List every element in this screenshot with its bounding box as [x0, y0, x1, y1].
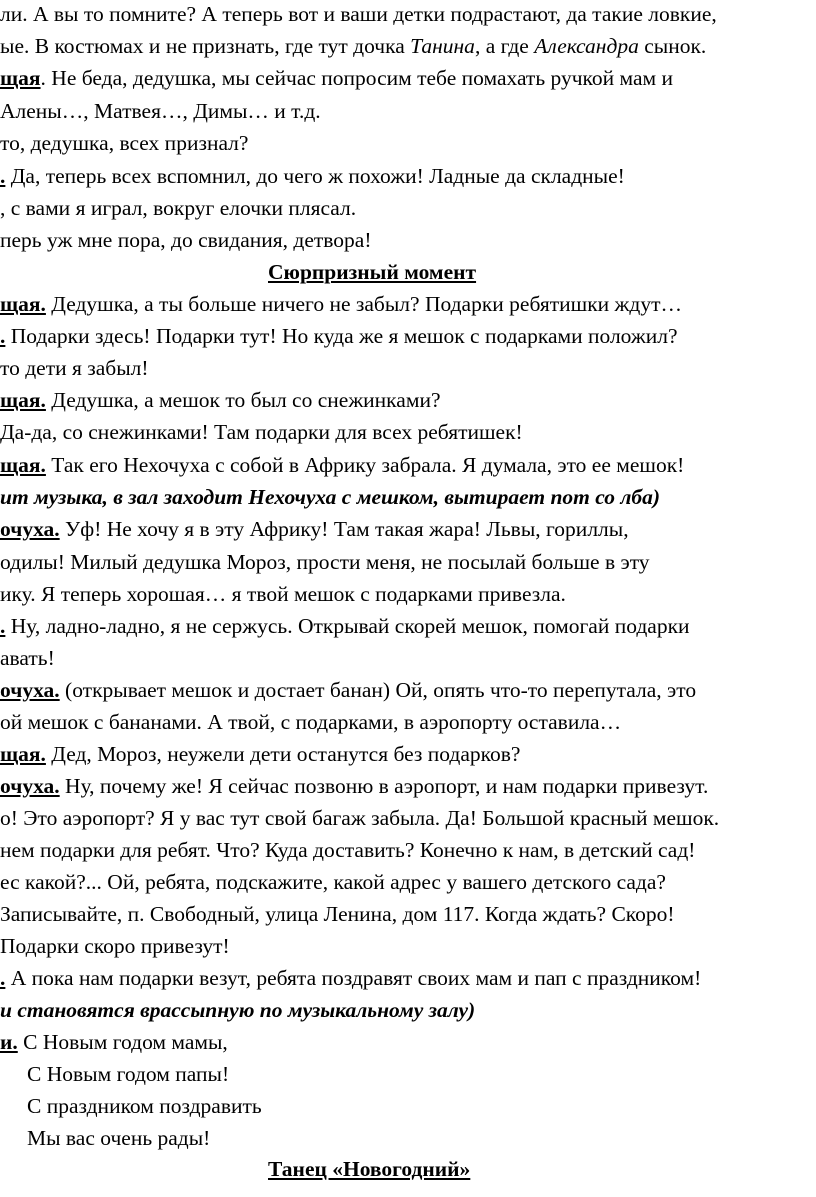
- text-line: [0, 30, 706, 62]
- stage-direction: и становятся врассыпную по музыкальному залу): [0, 998, 476, 1022]
- text-line: [0, 610, 690, 642]
- text-line: [0, 288, 682, 320]
- text-line: [0, 962, 701, 994]
- text-span: Так его Нехочуха с собой в Африку забрала. Я думала, это ее мешок!: [45, 453, 685, 477]
- speaker-label: щая.: [0, 292, 46, 316]
- text-span: ли. А вы то помните? А теперь вот и ваши детки подрастают, да такие ловкие,: [0, 2, 717, 26]
- section-heading: [268, 256, 476, 288]
- text-line: [0, 513, 629, 545]
- text-line: [0, 898, 675, 930]
- text-line: [0, 674, 696, 706]
- text-line: [0, 320, 678, 352]
- text-line: [0, 416, 523, 448]
- text-line: [0, 127, 248, 159]
- speaker-label: щая.: [0, 742, 46, 766]
- text-span: А пока нам подарки везут, ребята поздравят своих мам и пап с праздником!: [5, 966, 702, 990]
- text-span: Записывайте, п. Свободный, улица Ленина, дом 117. Когда ждать? Скоро!: [0, 902, 675, 926]
- text-line: [0, 642, 55, 674]
- speaker-label: .: [0, 164, 6, 188]
- text-line: [0, 0, 717, 30]
- speaker-label: .: [0, 324, 6, 348]
- text-span: Алены…, Матвея…, Димы… и т.д.: [0, 99, 321, 123]
- text-line: [0, 449, 684, 481]
- text-line: [0, 866, 666, 898]
- stage-direction: Танина: [410, 34, 475, 58]
- text-span: Дедушка, а мешок то был со снежинками?: [45, 388, 441, 412]
- text-span: то, дедушка, всех признал?: [0, 131, 249, 155]
- text-span: Подарки скоро привезут!: [0, 934, 230, 958]
- text-span: Подарки здесь! Подарки тут! Но куда же я мешок с подарками положил?: [5, 324, 678, 348]
- text-span: . Не беда, дедушка, мы сейчас попросим тебе помахать ручкой мам и: [40, 66, 674, 90]
- speaker-label: очуха.: [0, 774, 60, 798]
- text-line: [27, 1122, 210, 1154]
- text-span: ику. Я теперь хорошая… я твой мешок с подарками привезла.: [0, 582, 566, 606]
- text-span: Да, теперь всех вспомнил, до чего ж похожи! Ладные да складные!: [5, 164, 625, 188]
- text-span: С Новым годом мамы,: [17, 1030, 228, 1054]
- text-span: Да-да, со снежинками! Там подарки для всех ребятишек!: [0, 420, 523, 444]
- text-span: С Новым годом папы!: [27, 1062, 230, 1086]
- text-span: , а где: [474, 34, 535, 58]
- text-line: [0, 994, 475, 1026]
- section-heading: [268, 1153, 470, 1185]
- speaker-label: очуха.: [0, 517, 60, 541]
- text-span: Мы вас очень рады!: [27, 1126, 211, 1150]
- stage-direction: ит музыка, в зал заходит Нехочуха с мешком, вытирает пот со лба): [0, 485, 661, 509]
- text-span: нем подарки для ребят. Что? Куда доставить? Конечно к нам, в детский сад!: [0, 838, 696, 862]
- text-span: сынок.: [638, 34, 707, 58]
- text-line: [0, 738, 520, 770]
- text-span: о! Это аэропорт? Я у вас тут свой багаж забыла. Да! Большой красный мешок.: [0, 806, 720, 830]
- text-line: [0, 481, 660, 513]
- text-span: Ну, ладно-ладно, я не сержусь. Открывай скорей мешок, помогай подарки: [5, 614, 690, 638]
- text-line: [0, 95, 321, 127]
- text-span: авать!: [0, 646, 55, 670]
- text-line: [27, 1090, 262, 1122]
- stage-direction: Александра: [534, 34, 639, 58]
- speaker-label: очуха.: [0, 678, 60, 702]
- speaker-label: .: [0, 614, 6, 638]
- text-span: ес какой?... Ой, ребята, подскажите, какой адрес у вашего детского сада?: [0, 870, 666, 894]
- text-span: Сюрпризный момент: [268, 260, 477, 284]
- speaker-label: и.: [0, 1030, 18, 1054]
- text-line: [0, 224, 371, 256]
- text-span: Дед, Мороз, неужели дети останутся без подарков?: [45, 742, 521, 766]
- text-span: Уф! Не хочу я в эту Африку! Там такая жара! Львы, гориллы,: [59, 517, 629, 541]
- text-line: [0, 62, 673, 94]
- speaker-label: щая: [0, 66, 41, 90]
- text-line: [0, 802, 719, 834]
- text-span: ой мешок с бананами. А твой, с подарками, в аэропорту оставила…: [0, 710, 622, 734]
- text-line: [0, 192, 356, 224]
- text-line: [0, 834, 695, 866]
- text-line: [0, 770, 708, 802]
- text-line: [0, 160, 625, 192]
- speaker-label: щая.: [0, 388, 46, 412]
- text-line: [0, 384, 441, 416]
- text-span: С праздником поздравить: [27, 1094, 262, 1118]
- text-span: (открывает мешок и достает банан) Ой, опять что-то перепутала, это: [59, 678, 697, 702]
- text-line: [0, 706, 621, 738]
- text-line: [0, 546, 650, 578]
- text-line: [0, 578, 566, 610]
- text-span: , с вами я играл, вокруг елочки плясал.: [0, 196, 357, 220]
- text-line: [0, 1026, 228, 1058]
- text-span: одилы! Милый дедушка Мороз, прости меня, не посылай больше в эту: [0, 550, 650, 574]
- speaker-label: .: [0, 966, 6, 990]
- text-span: ые. В костюмах и не признать, где тут дочка: [0, 34, 411, 58]
- text-line: [0, 352, 149, 384]
- text-span: перь уж мне пора, до свидания, детвора!: [0, 228, 372, 252]
- text-span: Дедушка, а ты больше ничего не забыл? Подарки ребятишки ждут…: [45, 292, 682, 316]
- text-line: [27, 1058, 229, 1090]
- text-span: Танец «Новогодний»: [268, 1157, 471, 1181]
- text-span: то дети я забыл!: [0, 356, 149, 380]
- text-line: [0, 930, 230, 962]
- speaker-label: щая.: [0, 453, 46, 477]
- text-span: Ну, почему же! Я сейчас позвоню в аэропорт, и нам подарки привезут.: [59, 774, 709, 798]
